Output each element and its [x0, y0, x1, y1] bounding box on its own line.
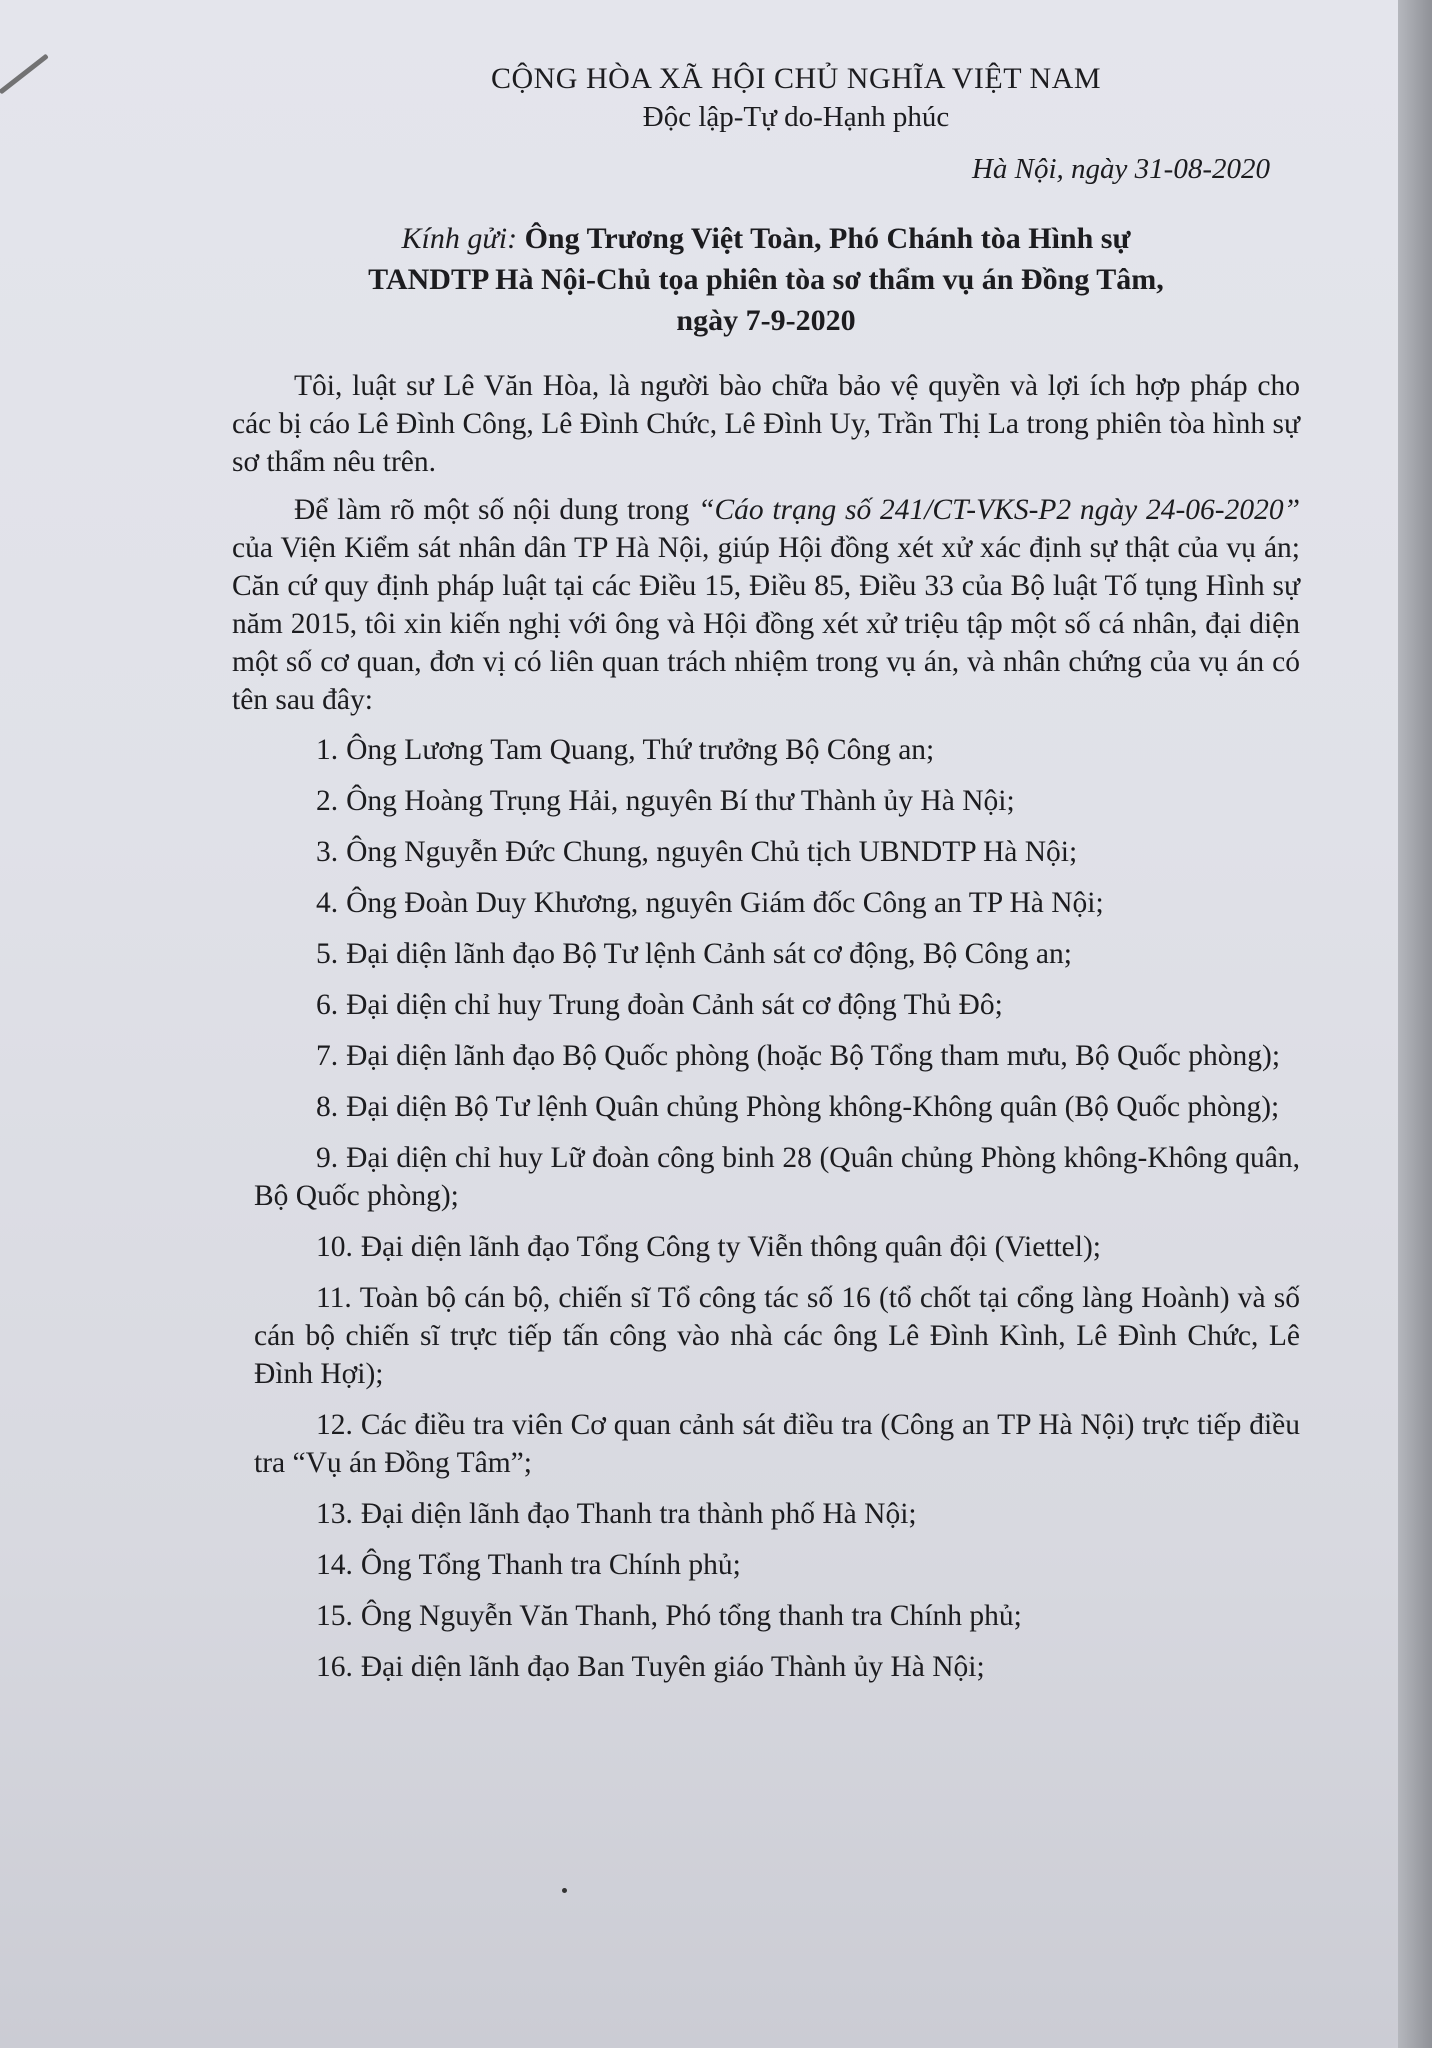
page-edge-shadow [1398, 0, 1432, 2048]
list-item [232, 884, 1300, 922]
list-item-number: 2. [316, 785, 339, 817]
addressee-block [232, 218, 1300, 341]
list-item-number: 1. [316, 734, 339, 766]
list-item-number: 12. [316, 1409, 353, 1441]
list-item [232, 1228, 1300, 1266]
request-paragraph-start: Để làm rõ một số nội dung trong [294, 494, 699, 526]
list-item-number: 4. [316, 887, 339, 919]
addressee-prefix: Kính gửi: [401, 222, 518, 255]
list-item [232, 731, 1300, 769]
list-item-text: Đại diện chỉ huy Trung đoàn Cảnh sát cơ động Thủ Đô; [346, 989, 1003, 1021]
list-item-text: Ông Nguyễn Đức Chung, nguyên Chủ tịch UBNDTP Hà Nội; [346, 836, 1078, 868]
list-item-number: 15. [316, 1600, 353, 1632]
indictment-reference: “Cáo trạng số 241/CT-VKS-P2 ngày 24-06-2020” [698, 494, 1301, 526]
list-item-text: Ông Nguyễn Văn Thanh, Phó tổng thanh tra Chính phủ; [360, 1600, 1022, 1632]
list-item [232, 1279, 1300, 1393]
list-item-text: Toàn bộ cán bộ, chiến sĩ Tổ công tác số 16 (tổ chốt tại cổng làng Hoành) và số cán bộ chiến sĩ trực tiếp tấn công vào nhà các ông Lê Đình Kình, Lê Đình Chức, Lê Đình Hợi); [254, 1282, 1300, 1390]
intro-paragraph: Tôi, luật sư Lê Văn Hòa, là người bào chữa bảo vệ quyền và lợi ích hợp pháp cho các bị cáo Lê Đình Công, Lê Đình Chức, Lê Đình Uy, Trần Thị La trong phiên tòa hình sự sơ thẩm nêu trên. [232, 370, 1300, 478]
list-item [232, 1037, 1300, 1075]
addressee-line-1 [232, 218, 1300, 259]
list-item [232, 1597, 1300, 1635]
letter-content [232, 60, 1300, 1699]
list-item-number: 5. [316, 938, 339, 970]
list-item [232, 1495, 1300, 1533]
list-item-text: Đại diện chỉ huy Lữ đoàn công binh 28 (Quân chủng Phòng không-Không quân, Bộ Quốc phòng); [254, 1142, 1300, 1212]
list-item-text: Ông Đoàn Duy Khương, nguyên Giám đốc Công an TP Hà Nội; [346, 887, 1104, 919]
national-title: CỘNG HÒA XÃ HỘI CHỦ NGHĨA VIỆT NAM [490, 62, 1102, 95]
addressee-line-3: ngày 7-9-2020 [676, 304, 856, 337]
addressee-name: Ông Trương Việt Toàn, Phó Chánh tòa Hình sự [524, 222, 1131, 255]
list-item [232, 1546, 1300, 1584]
list-item-text: Đại diện lãnh đạo Bộ Quốc phòng (hoặc Bộ Tổng tham mưu, Bộ Quốc phòng); [346, 1040, 1281, 1072]
ink-dot-mark [562, 1888, 567, 1893]
list-item-number: 10. [316, 1231, 353, 1263]
list-item-text: Các điều tra viên Cơ quan cảnh sát điều tra (Công an TP Hà Nội) trực tiếp điều tra “Vụ án Đồng Tâm”; [254, 1409, 1300, 1479]
list-item-number: 11. [316, 1282, 352, 1314]
list-item-text: Ông Lương Tam Quang, Thứ trưởng Bộ Công an; [346, 734, 935, 766]
list-item [232, 935, 1300, 973]
list-item-number: 13. [316, 1498, 353, 1530]
list-item-number: 14. [316, 1549, 353, 1581]
list-item-number: 9. [316, 1142, 339, 1174]
request-paragraph [232, 491, 1300, 719]
list-item-text: Đại diện lãnh đạo Tổng Công ty Viễn thông quân đội (Viettel); [360, 1231, 1101, 1263]
list-item [232, 1139, 1300, 1215]
list-item [232, 1648, 1300, 1686]
addressee-line-2: TANDTP Hà Nội-Chủ tọa phiên tòa sơ thẩm vụ án Đồng Tâm, [368, 263, 1164, 296]
list-item-number: 7. [316, 1040, 339, 1072]
list-item-text: Đại diện lãnh đạo Bộ Tư lệnh Cảnh sát cơ động, Bộ Công an; [346, 938, 1072, 970]
list-item-number: 6. [316, 989, 339, 1021]
place-date: Hà Nội, ngày 31-08-2020 [971, 153, 1270, 185]
list-item-text: Đại diện Bộ Tư lệnh Quân chủng Phòng không-Không quân (Bộ Quốc phòng); [346, 1091, 1280, 1123]
list-item-text: Ông Hoàng Trụng Hải, nguyên Bí thư Thành ủy Hà Nội; [346, 785, 1015, 817]
list-item [232, 986, 1300, 1024]
list-item-number: 8. [316, 1091, 339, 1123]
national-motto: Độc lập-Tự do-Hạnh phúc [642, 101, 950, 133]
list-item-text: Đại diện lãnh đạo Ban Tuyên giáo Thành ủy Hà Nội; [360, 1651, 985, 1683]
list-item-number: 3. [316, 836, 339, 868]
list-item-text: Đại diện lãnh đạo Thanh tra thành phố Hà Nội; [360, 1498, 917, 1530]
list-item [232, 1406, 1300, 1482]
list-item [232, 1088, 1300, 1126]
list-item-text: Ông Tổng Thanh tra Chính phủ; [360, 1549, 741, 1581]
list-item [232, 782, 1300, 820]
list-item-number: 16. [316, 1651, 353, 1683]
list-item [232, 833, 1300, 871]
request-paragraph-rest: của Viện Kiểm sát nhân dân TP Hà Nội, giúp Hội đồng xét xử xác định sự thật của vụ án; Căn cứ quy định pháp luật tại các Điều 15, Điều 85, Điều 33 của Bộ luật Tố tụng Hình sự năm 2015, tôi xin kiến nghị với ông và Hội đồng xét xử triệu tập một số cá nhân, đại diện một số cơ quan, đơn vị có liên quan trách nhiệm trong vụ án, và nhân chứng của vụ án có tên sau đây: [232, 532, 1300, 716]
summons-list [232, 731, 1300, 1686]
